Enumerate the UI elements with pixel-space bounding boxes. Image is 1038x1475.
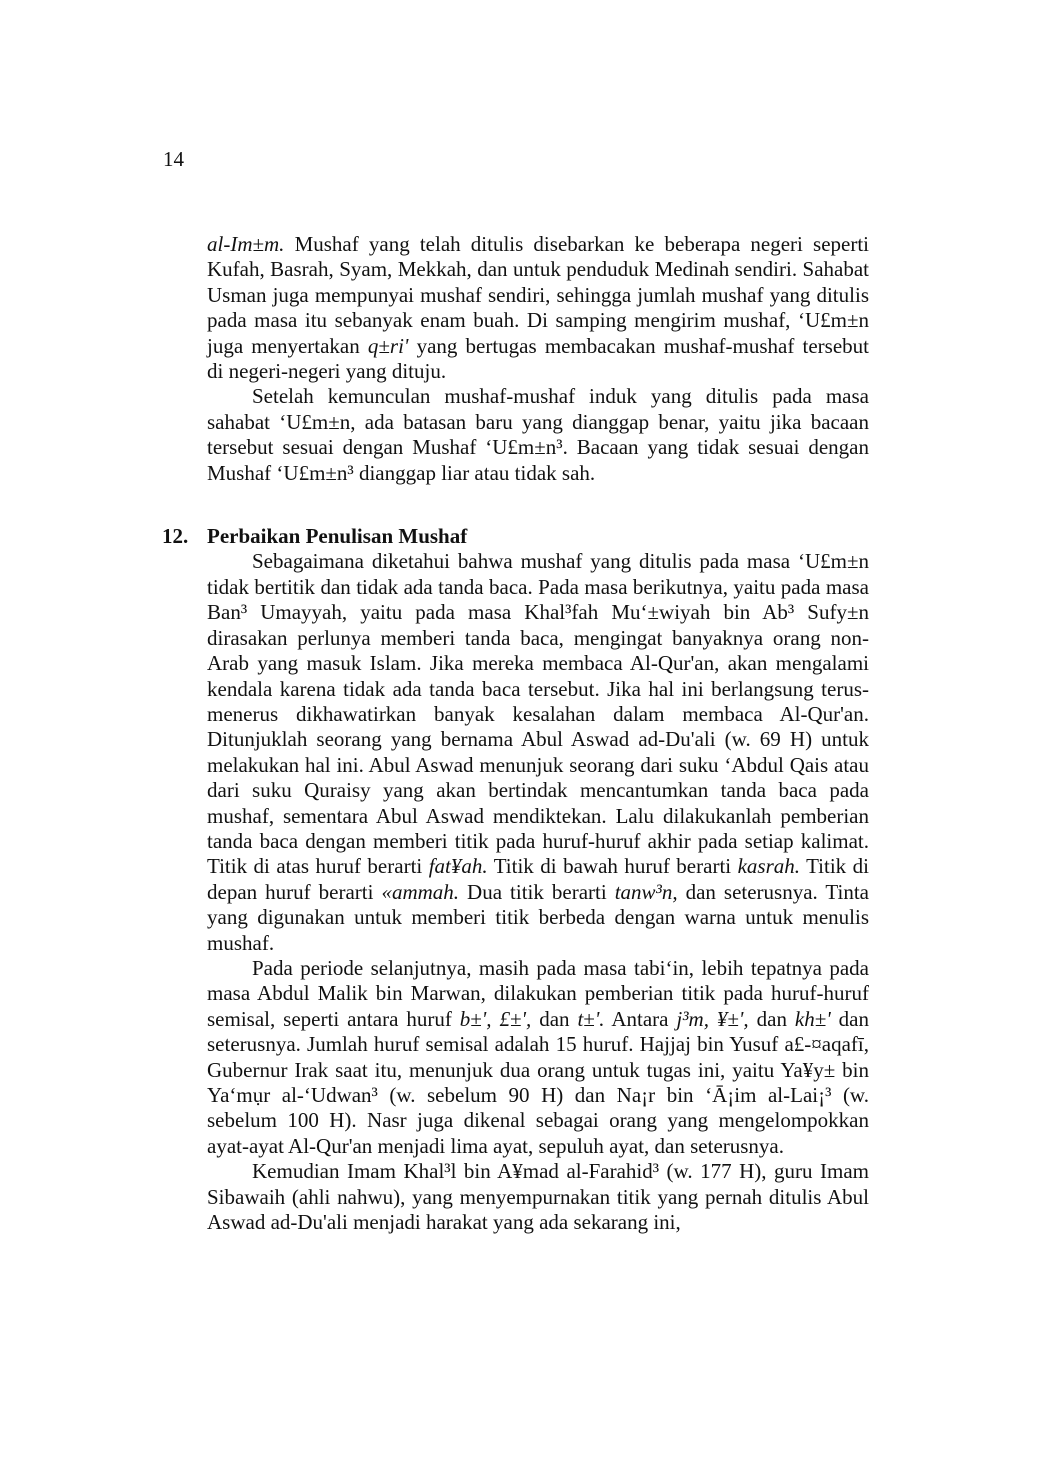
paragraph: Kemudian Imam Khal³l bin A¥mad al-Farahid³ (w. 177 H), guru Imam Sibawaih (ahli nahwu), yang menyempurnakan titik yang pernah ditulis Abul Aswad ad-Du'ali menjadi harakat yang ada sekarang ini, xyxy=(207,1159,869,1235)
section-title: Perbaikan Penulisan Mushaf xyxy=(207,524,468,549)
page-number: 14 xyxy=(163,147,184,171)
section-number: 12. xyxy=(162,524,189,549)
paragraph: Sebagaimana diketahui bahwa mushaf yang ditulis pada masa ‘U£m±n tidak bertitik dan tidak ada tanda baca. Pada masa berikutnya, yaitu pada masa Ban³ Umayyah, yaitu pada masa Khal³fah Mu‘±wiyah bin Ab³ Sufy±n dirasakan perlunya memberi tanda baca, mengingat banyaknya orang non-Arab yang masuk Islam. Jika mereka membaca Al-Qur'an, akan mengalami kendala karena tidak ada tanda baca tersebut. Jika hal ini berlangsung terus-menerus dikhawatirkan banyak kesalahan dalam membaca Al-Qur'an. Ditunjuklah seorang yang bernama Abul Aswad ad-Du'ali (w. 69 H) untuk melakukan hal ini. Abul Aswad menunjuk seorang dari suku ‘Abdul Qais atau dari suku Quraisy yang akan bertindak mencantumkan tanda baca pada mushaf, sementara Abul Aswad mendiktekan. Lalu dilakukanlah pemberian tanda baca dengan memberi titik pada huruf-huruf akhir pada setiap kalimat. Titik di atas huruf berarti fat¥ah. Titik di bawah huruf berarti kasrah. Titik di depan huruf berarti «ammah. Dua titik berarti tanw³n, dan seterusnya. Tinta yang digunakan untuk memberi titik berbeda dengan warna untuk menulis mushaf. xyxy=(207,549,869,955)
paragraph: Setelah kemunculan mushaf-mushaf induk yang ditulis pada masa sahabat ‘U£m±n, ada batasan baru yang dianggap benar, yaitu jika bacaan tersebut sesuai dengan Mushaf ‘U£m±n³. Bacaan yang tidak sesuai dengan Mushaf ‘U£m±n³ dianggap liar atau tidak sah. xyxy=(207,384,869,485)
paragraph: al-Im±m. Mushaf yang telah ditulis disebarkan ke beberapa negeri seperti Kufah, Basrah, Syam, Mekkah, dan untuk penduduk Medinah sendiri. Sahabat Usman juga mempunyai mushaf sendiri, sehingga jumlah mushaf yang ditulis pada masa itu sebanyak enam buah. Di samping mengirim mushaf, ‘U£m±n juga menyertakan q±ri' yang bertugas membacakan mushaf-mushaf tersebut di negeri-negeri yang dituju. xyxy=(207,232,869,384)
section-heading xyxy=(162,524,869,549)
paragraph: Pada periode selanjutnya, masih pada masa tabi‘in, lebih tepatnya pada masa Abdul Malik bin Marwan, dilakukan pemberian titik pada huruf-huruf semisal, seperti antara huruf b±', £±', dan t±'. Antara j³m, ¥±', dan kh±' dan seterusnya. Jumlah huruf semisal adalah 15 huruf. Hajjaj bin Yusuf a£-¤aqafī, Gubernur Irak saat itu, menunjuk dua orang untuk tugas ini, yaitu Ya¥y± bin Ya‘mụr al-‘Udwan³ (w. sebelum 90 H) dan Na¡r bin ‘Ā¡im al-Lai¡³ (w. sebelum 100 H). Nasr juga dikenal sebagai orang yang mengelompokkan ayat-ayat Al-Qur'an menjadi lima ayat, sepuluh ayat, dan seterusnya. xyxy=(207,955,869,1158)
body-text xyxy=(162,232,869,1235)
